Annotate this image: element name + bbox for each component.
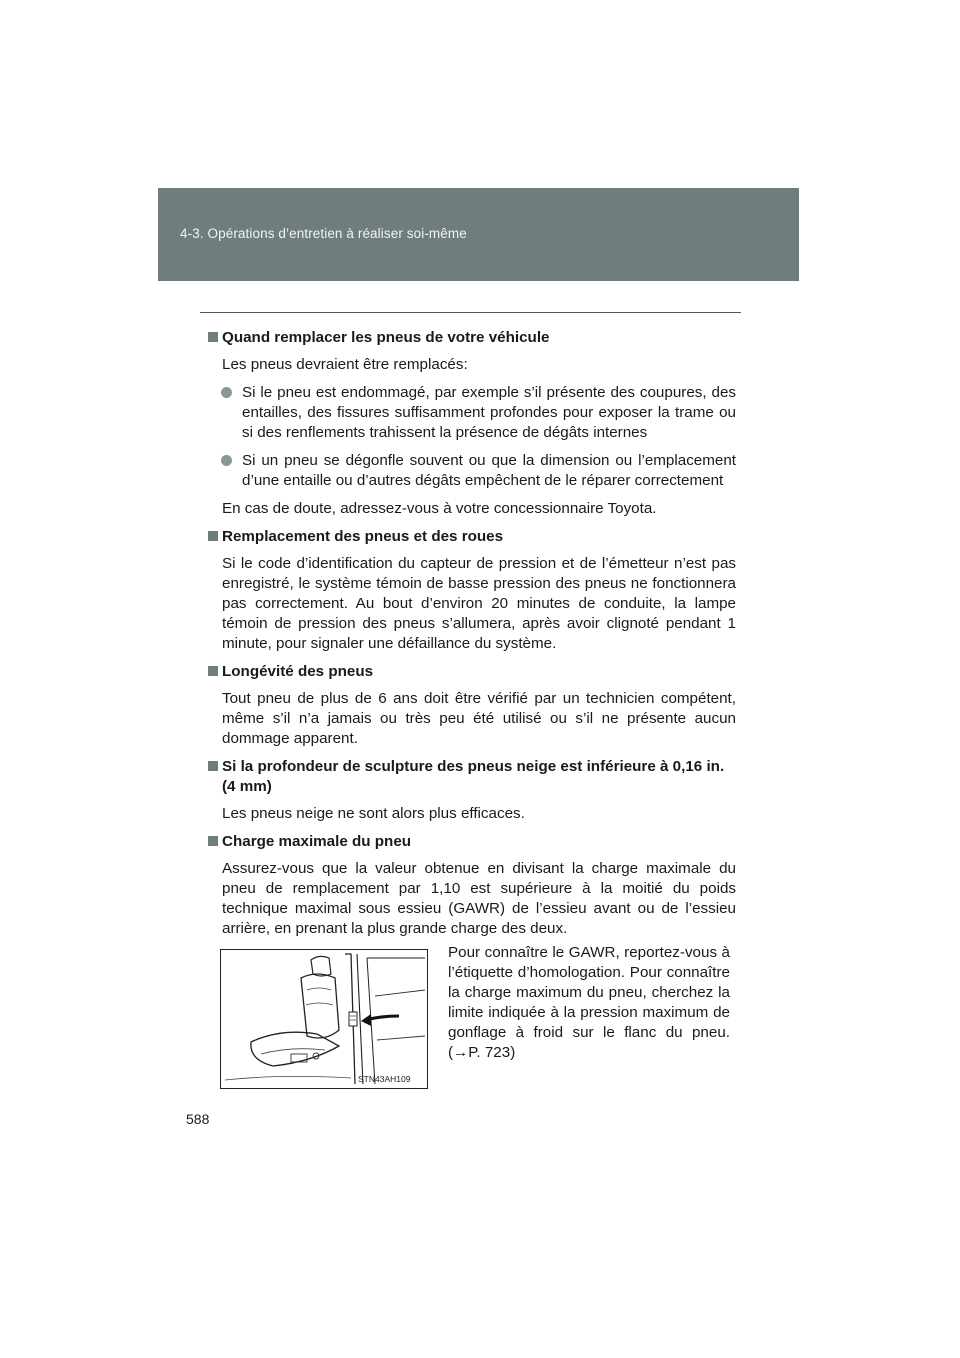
heading-square-icon bbox=[208, 761, 218, 771]
heading-snow-tire-depth bbox=[208, 757, 736, 797]
paragraph: En cas de doute, adressez-vous à votre concessionnaire Toyota. bbox=[222, 500, 657, 517]
bullet-icon bbox=[221, 387, 232, 398]
list-item-text: Si le pneu est endommagé, par exemple s’il présente des coupures, des entailles, des fissures suffisamment profondes pour exposer la trame ou si des renflements trahissent la présence de dégâts internes bbox=[242, 384, 736, 441]
section-header-band bbox=[158, 188, 799, 281]
heading-square-icon bbox=[208, 666, 218, 676]
heading-text: Charge maximale du pneu bbox=[222, 833, 412, 850]
figure-code: STN43AH109 bbox=[358, 1074, 411, 1084]
page-number: 588 bbox=[186, 1111, 210, 1127]
heading-longevity bbox=[208, 662, 736, 682]
heading-text: Quand remplacer les pneus de votre véhicule bbox=[222, 329, 550, 346]
heading-when-replace bbox=[208, 328, 736, 348]
heading-text: Remplacement des pneus et des roues bbox=[222, 528, 504, 545]
heading-square-icon bbox=[208, 836, 218, 846]
heading-text: Longévité des pneus bbox=[222, 663, 374, 680]
heading-replacement bbox=[208, 527, 736, 547]
heading-max-load bbox=[208, 832, 736, 852]
seat-door-illustration bbox=[220, 949, 428, 1089]
list-item-text: Si un pneu se dégonfle souvent ou que la dimension ou l’emplacement d’une entaille ou d’autres dégâts empêchent de le réparer correctement bbox=[242, 452, 736, 489]
section-title: 4-3. Opérations d’entretien à réaliser soi-même bbox=[180, 226, 467, 241]
list-item bbox=[242, 383, 736, 443]
bullet-icon bbox=[221, 455, 232, 466]
heading-square-icon bbox=[208, 332, 218, 342]
paragraph: Si le code d’identification du capteur de pression et de l’émetteur n’est pas enregistré, le système témoin de basse pression des pneus ne fonctionnera pas correctement. Au bout d’environ 20 minutes de conduite, la lampe témoin de pression des pneus s’allumera, après avoir clignoté pendant 1 minute, pour signaler une défaillance du système. bbox=[222, 555, 736, 652]
heading-square-icon bbox=[208, 531, 218, 541]
page-content bbox=[208, 328, 736, 1099]
paragraph: Assurez-vous que la valeur obtenue en divisant la charge maximale du pneu de remplacement par 1,10 est supérieure à la moitié du poids technique maximal sous essieu (GAWR) de l’essieu avant ou de l’essieu arrière, en prenant la plus grande charge des deux. bbox=[222, 860, 736, 937]
paragraph: Tout pneu de plus de 6 ans doit être vérifié par un technicien compétent, même s’il n’a jamais ou très peu été utilisé ou s’il ne présente aucun dommage apparent. bbox=[222, 690, 736, 747]
paragraph: Les pneus devraient être remplacés: bbox=[222, 356, 468, 373]
paragraph: Les pneus neige ne sont alors plus efficaces. bbox=[222, 805, 525, 822]
divider bbox=[200, 312, 741, 313]
figure-row bbox=[222, 944, 736, 1099]
list-item bbox=[242, 451, 736, 491]
figure-caption: Pour connaître le GAWR, reportez-vous à l’étiquette d’homologation. Pour connaître la charge maximum du pneu, cherchez la limite indiquée à la pression maximum de gonflage à froid sur le flanc du pneu. (→P. 723) bbox=[448, 944, 730, 1061]
heading-text: Si la profondeur de sculpture des pneus neige est inférieure à 0,16 in. (4 mm) bbox=[222, 758, 725, 795]
illustration-svg bbox=[221, 950, 427, 1088]
